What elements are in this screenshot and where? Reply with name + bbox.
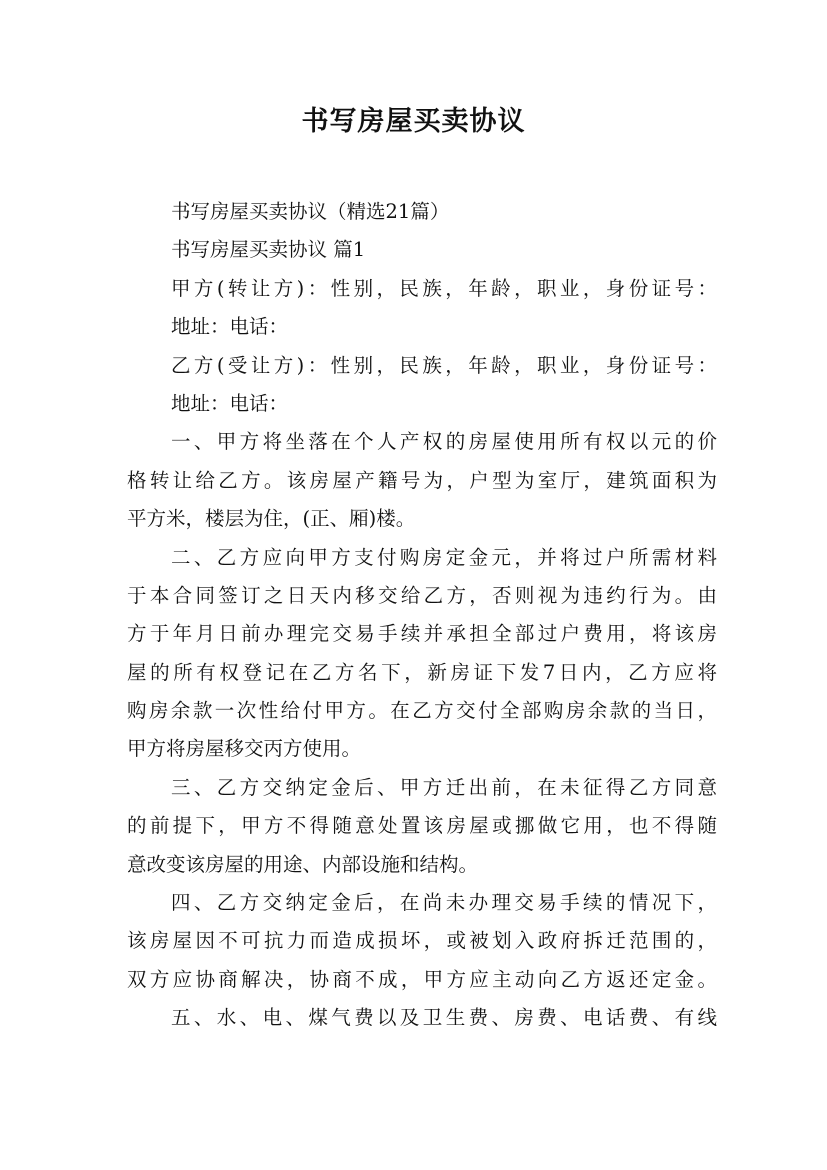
document-body <box>127 193 717 1038</box>
body-line: 地址：电话： <box>171 315 289 339</box>
body-line: 四、乙方交纳定金后，在尚未办理交易手续的情况下， <box>171 891 717 915</box>
body-line: 甲方将房屋移交丙方使用。 <box>127 737 362 761</box>
body-line: 平方米，楼层为住，(正、厢)楼。 <box>127 507 416 531</box>
body-line: 的前提下，甲方不得随意处置该房屋或挪做它用，也不得随 <box>127 814 717 838</box>
body-line: 二、乙方应向甲方支付购房定金元，并将过户所需材料 <box>171 545 717 569</box>
body-line: 购房余款一次性给付甲方。在乙方交付全部购房余款的当日， <box>127 699 717 723</box>
body-line: 于本合同签订之日天内移交给乙方，否则视为违约行为。由 <box>127 583 717 607</box>
body-line: 一、甲方将坐落在个人产权的房屋使用所有权以元的价 <box>171 430 717 454</box>
body-line: 三、乙方交纳定金后、甲方迁出前，在未征得乙方同意 <box>171 775 717 799</box>
body-line: 书写房屋买卖协议 篇1 <box>171 238 366 262</box>
body-line: 乙方(受让方)：性别，民族，年龄，职业，身份证号： <box>171 353 717 377</box>
document-title: 书写房屋买卖协议 <box>301 106 526 137</box>
body-line: 屋的所有权登记在乙方名下，新房证下发7日内，乙方应将 <box>127 660 717 684</box>
body-line: 地址：电话： <box>171 391 289 415</box>
body-line: 格转让给乙方。该房屋产籍号为，户型为室厅，建筑面积为 <box>127 468 717 492</box>
body-line: 双方应协商解决，协商不成，甲方应主动向乙方返还定金。 <box>127 967 717 991</box>
body-line: 方于年月日前办理完交易手续并承担全部过户费用，将该房 <box>127 622 717 646</box>
body-line: 书写房屋买卖协议（精选21篇） <box>171 200 450 223</box>
body-line: 意改变该房屋的用途、内部设施和结构。 <box>127 852 479 876</box>
body-line: 甲方(转让方)：性别，民族，年龄，职业，身份证号： <box>171 276 717 300</box>
body-line: 该房屋因不可抗力而造成损坏，或被划入政府拆迁范围的， <box>127 929 717 953</box>
body-line: 五、水、电、煤气费以及卫生费、房费、电话费、有线 <box>171 1006 717 1030</box>
